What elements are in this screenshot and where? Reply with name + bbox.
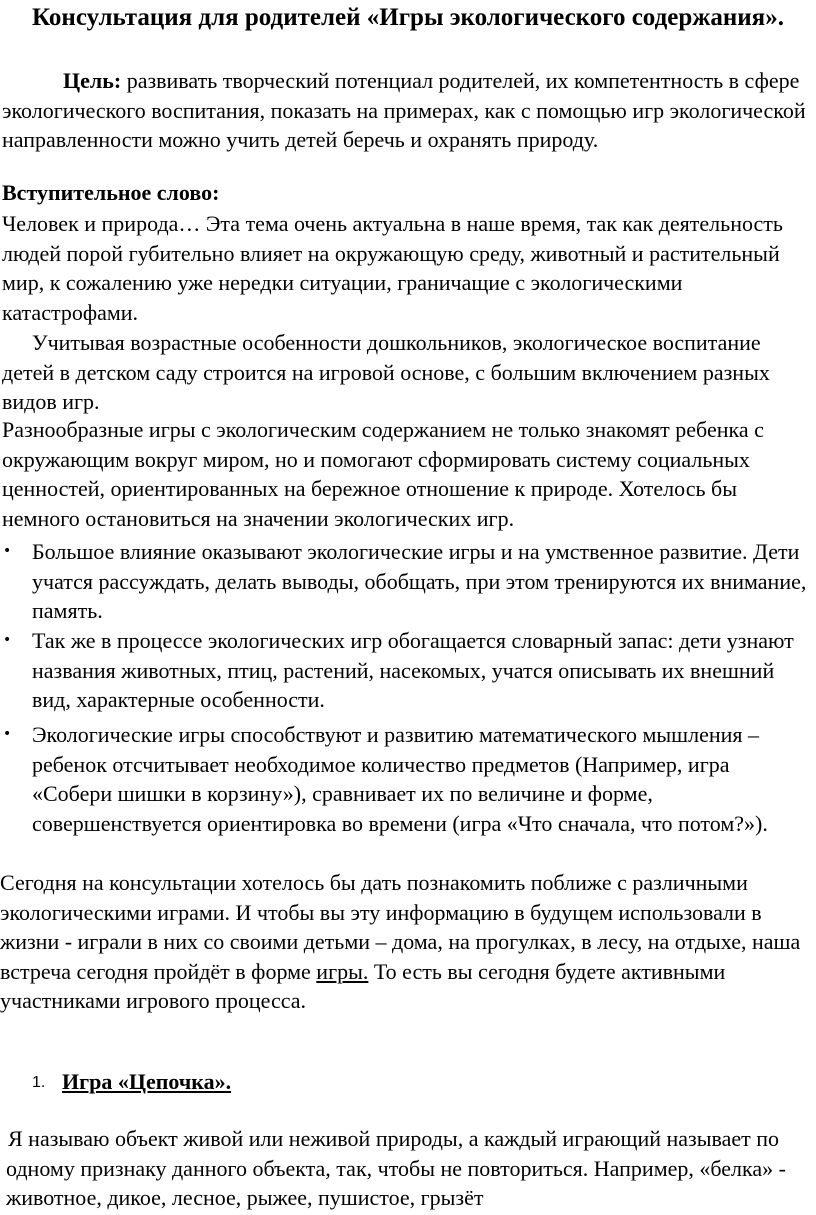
paragraph-3: Разнообразные игры с экологическим содержанием не только знакомят ребенка с окружающим вокруг миром, но и помогают сформировать систему социальных ценностей, ориентированных на бережное отношение к природе. Хотелось бы немного остановиться на значении экологических игр. — [2, 417, 764, 531]
goal-text: развивать творческий потенциал родителей, их компетентность в сфере экологического воспитания, показать на примерах, как с помощью игр экологической направленности можно учить детей беречь и охранять природу. — [2, 68, 806, 153]
closing-text-start: Сегодня на консультации хотелось бы дать познакомить поближе с различными экологическими играми. И чтобы вы эту информацию в будущем использовали в жизни - играли в них со своими детьми – дома, на прогулках, в лесу, на отдыхе, наша встреча сегодня пройдёт в форме — [0, 870, 801, 984]
game-description: Я называю объект живой или неживой природы, а каждый играющий называет по одному признаку данного объекта, так, чтобы не повториться. Например, «белка» - животное, дикое, лесное, рыжее, пушистое, грызёт — [6, 1126, 786, 1211]
game-title: Игра «Цепочка». — [62, 1069, 232, 1094]
paragraph-1: Человек и природа… Эта тема очень актуальна в наше время, так как деятельность людей порой губительно влияет на окружающую среду, животный и растительный мир, к сожалению уже нередки ситуации, граничащие с экологическими катастрофами. — [2, 211, 783, 325]
intro-heading: Вступительное слово: — [2, 180, 220, 205]
goal-paragraph — [2, 66, 814, 155]
closing-underlined-word: игры. — [316, 958, 369, 984]
closing-paragraph — [0, 868, 812, 1016]
document-title: Консультация для родителей «Игры экологического содержания». — [32, 4, 784, 31]
bullet-item: • Экологические игры способствуют и развитию математического мышления – ребенок отсчитывает необходимое количество предметов (Например, игра «Собери шишки в корзину»), сравнивает их по величине и форме, совершенствуется ориентировка во времени (игра «Что сначала, что потом?»). — [32, 720, 814, 838]
bullet-item: • Так же в процессе экологических игр обогащается словарный запас: дети узнают названия животных, птиц, растений, насекомых, учатся описывать их внешний вид, характерные особенности. — [32, 626, 814, 715]
closing-text-end: То есть вы сегодня будете активными участниками игрового процесса. — [0, 958, 726, 1014]
goal-label: Цель: — [63, 68, 122, 93]
game-number: 1. — [32, 1074, 46, 1091]
paragraph-2: Учитывая возрастные особенности дошкольников, экологическое воспитание детей в детском саду строится на игровой основе, с большим включением разных видов игр. — [2, 330, 770, 415]
bullet-item: • Большое влияние оказывают экологические игры и на умственное развитие. Дети учатся рассуждать, делать выводы, обобщать, при этом тренируются их внимание, память. — [32, 537, 814, 626]
